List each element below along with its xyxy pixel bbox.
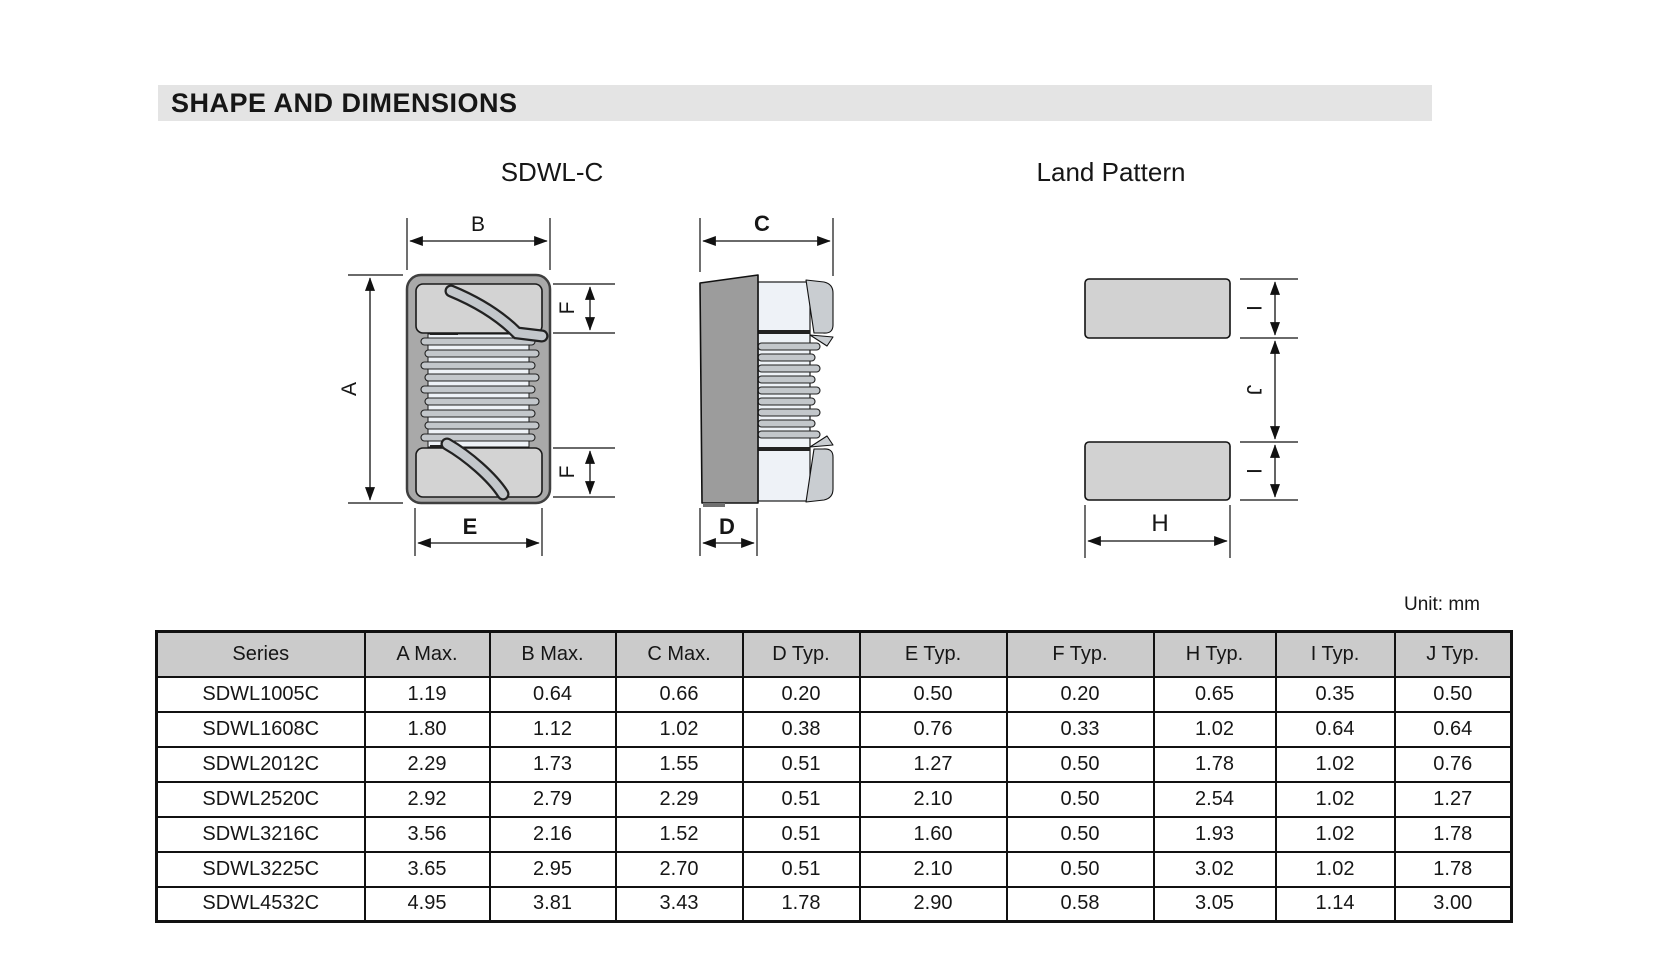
value-cell: 0.51 [743,782,860,817]
series-cell: SDWL3225C [157,852,365,887]
value-cell: 1.02 [1276,782,1395,817]
value-cell: 1.93 [1154,817,1276,852]
value-cell: 1.55 [616,747,743,782]
value-cell: 0.50 [1007,747,1154,782]
value-cell: 4.95 [365,887,490,922]
dim-label-e: E [462,514,478,539]
value-cell: 1.02 [1154,712,1276,747]
col-header-i-typ: I Typ. [1276,632,1395,677]
value-cell: 2.16 [490,817,616,852]
value-cell: 3.65 [365,852,490,887]
value-cell: 0.51 [743,817,860,852]
series-cell: SDWL4532C [157,887,365,922]
series-cell: SDWL3216C [157,817,365,852]
value-cell: 0.64 [1395,712,1512,747]
dim-d [700,508,757,556]
col-header-j-typ: J Typ. [1395,632,1512,677]
col-header-f-typ: F Typ. [1007,632,1154,677]
dim-label-i-top: I [1242,305,1265,311]
value-cell: 0.20 [1007,677,1154,712]
value-cell: 1.80 [365,712,490,747]
value-cell: 1.78 [1154,747,1276,782]
value-cell: 0.65 [1154,677,1276,712]
value-cell: 0.51 [743,852,860,887]
value-cell: 1.78 [1395,817,1512,852]
table-row [157,747,1512,782]
series-cell: SDWL1608C [157,712,365,747]
value-cell: 0.64 [490,677,616,712]
value-cell: 1.78 [1395,852,1512,887]
value-cell: 1.27 [1395,782,1512,817]
col-header-a-max: A Max. [365,632,490,677]
dim-label-a: A [338,381,361,397]
section-title: SHAPE AND DIMENSIONS [171,87,518,118]
dim-h [1085,505,1230,558]
table-row [157,852,1512,887]
value-cell: 1.14 [1276,887,1395,922]
flange-foot [703,503,725,507]
value-cell: 1.73 [490,747,616,782]
value-cell: 1.27 [860,747,1007,782]
value-cell: 2.29 [616,782,743,817]
value-cell: 2.79 [490,782,616,817]
dimensions-table [155,630,1513,923]
col-header-b-max: B Max. [490,632,616,677]
value-cell: 2.10 [860,782,1007,817]
dim-f-bottom [553,448,615,497]
dim-i-bottom [1240,442,1298,500]
value-cell: 1.60 [860,817,1007,852]
land-pad-bottom [1085,442,1230,500]
value-cell: 0.33 [1007,712,1154,747]
value-cell: 0.50 [1395,677,1512,712]
coil-winding [421,338,539,441]
value-cell: 3.43 [616,887,743,922]
value-cell: 0.51 [743,747,860,782]
value-cell: 0.50 [1007,782,1154,817]
value-cell: 1.02 [1276,817,1395,852]
value-cell: 0.50 [860,677,1007,712]
value-cell: 1.02 [1276,852,1395,887]
value-cell: 3.00 [1395,887,1512,922]
value-cell: 0.58 [1007,887,1154,922]
dim-label-b: B [470,213,486,236]
dim-label-f-bottom: F [556,465,579,479]
value-cell: 2.90 [860,887,1007,922]
dim-f-top [553,284,615,333]
value-cell: 3.56 [365,817,490,852]
series-cell: SDWL2012C [157,747,365,782]
value-cell: 0.76 [860,712,1007,747]
value-cell: 2.95 [490,852,616,887]
value-cell: 2.10 [860,852,1007,887]
value-cell: 0.38 [743,712,860,747]
value-cell: 2.92 [365,782,490,817]
component-front-view [338,213,615,556]
figure-title-component: SDWL-C [500,157,604,187]
value-cell: 3.81 [490,887,616,922]
value-cell: 0.20 [743,677,860,712]
unit-note: Unit: mm [1404,594,1480,615]
dim-label-i-bottom: I [1242,468,1265,474]
value-cell: 1.12 [490,712,616,747]
value-cell: 2.29 [365,747,490,782]
value-cell: 0.50 [1007,852,1154,887]
dim-label-j: J [1242,384,1265,396]
dim-i-top [1240,279,1298,338]
table-row [157,887,1512,922]
value-cell: 1.19 [365,677,490,712]
table-row [157,817,1512,852]
dim-label-f-top: F [556,301,579,315]
value-cell: 1.02 [1276,747,1395,782]
table-row [157,712,1512,747]
dimensions-table-body [157,677,1512,922]
land-pattern-view [1085,279,1298,558]
col-header-c-max: C Max. [616,632,743,677]
table-row [157,782,1512,817]
dim-label-d: D [719,514,735,539]
figure-title-land-pattern: Land Pattern [1036,157,1186,187]
series-cell: SDWL2520C [157,782,365,817]
col-header-d-typ: D Typ. [743,632,860,677]
flange-plate [700,275,758,503]
dim-a [338,275,403,503]
series-cell: SDWL1005C [157,677,365,712]
dim-label-c: C [754,211,770,236]
value-cell: 1.52 [616,817,743,852]
table-row [157,677,1512,712]
value-cell: 1.78 [743,887,860,922]
land-pad-top [1085,279,1230,338]
value-cell: 2.54 [1154,782,1276,817]
dim-b [407,213,550,270]
col-header-h-typ: H Typ. [1154,632,1276,677]
value-cell: 3.02 [1154,852,1276,887]
dim-label-h: H [1151,510,1169,537]
value-cell: 2.70 [616,852,743,887]
dim-c [700,211,833,276]
component-side-view [700,211,833,556]
table-header-row [157,632,1512,677]
side-winding [758,343,820,438]
value-cell: 1.02 [616,712,743,747]
dim-j [1242,341,1275,439]
col-header-series: Series [157,632,365,677]
col-header-e-typ: E Typ. [860,632,1007,677]
value-cell: 0.76 [1395,747,1512,782]
value-cell: 0.66 [616,677,743,712]
value-cell: 0.35 [1276,677,1395,712]
dim-e [415,508,542,556]
value-cell: 0.50 [1007,817,1154,852]
value-cell: 0.64 [1276,712,1395,747]
value-cell: 3.05 [1154,887,1276,922]
